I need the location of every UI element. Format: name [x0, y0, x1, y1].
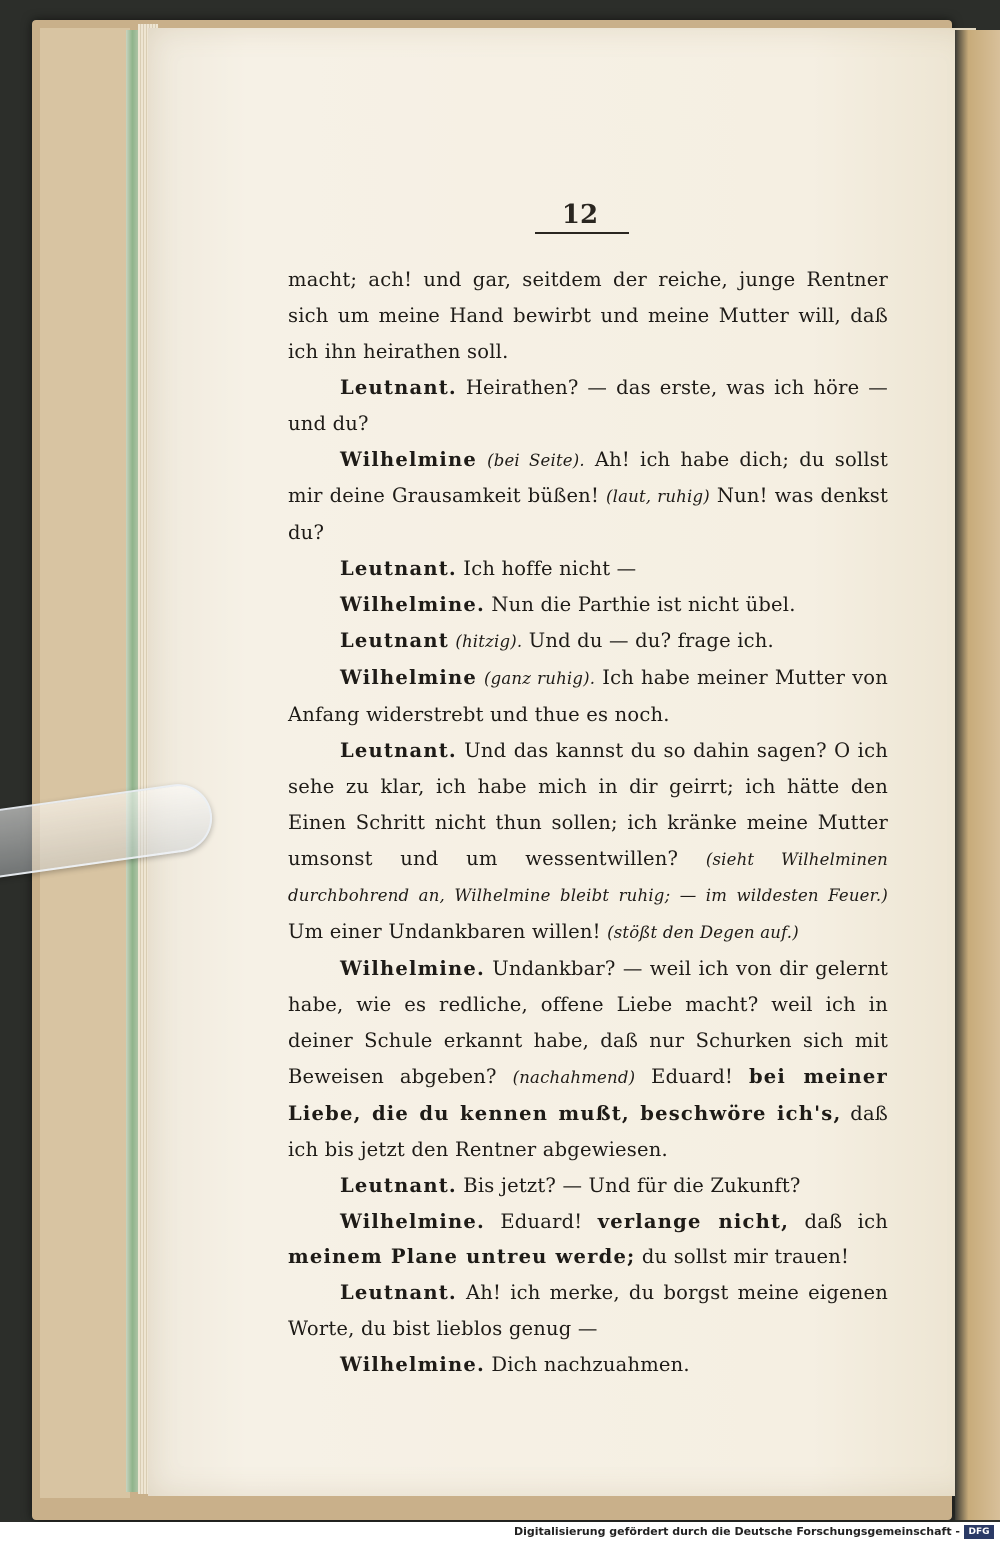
- paragraph: [288, 262, 888, 370]
- speaker-name: Leutnant: [340, 629, 449, 653]
- speaker-name: Wilhelmine: [340, 447, 477, 471]
- dialogue-text: Ich habe meiner Mutter von Anfang widerstrebt und thue es noch.: [288, 665, 888, 726]
- paragraph: [288, 1168, 888, 1204]
- dialogue-text: Ich hoffe nicht —: [456, 557, 637, 581]
- dfg-logo: DFG: [964, 1525, 994, 1539]
- dialogue-text: Nun! was denkst du?: [288, 484, 888, 545]
- dialogue-text: du sollst mir trauen!: [635, 1245, 850, 1269]
- stage-direction: (stößt den Degen auf.): [607, 923, 799, 943]
- dialogue-text: Heirathen? — das erste, was ich höre — und du?: [288, 375, 888, 435]
- dialogue-text: Und du — du? frage ich.: [522, 629, 774, 653]
- paragraph: [288, 660, 888, 733]
- speaker-name: Wilhelmine.: [340, 1209, 485, 1233]
- dialogue-text: Und das kannst du so dahin sagen? O ich sehe zu klar, ich habe mich in dir geirrt; ich hätte den Einen Schritt nicht thun sollen; ich kränke meine Mutter umsonst und um wessentwillen?: [288, 738, 888, 870]
- speaker-name: verlange nicht,: [597, 1209, 790, 1233]
- dialogue-text: Undankbar? — weil ich von dir gelernt habe, wie es redliche, offene Liebe macht? weil ich in deiner Schule erkannt habe, daß nur Schurken sich mit Beweisen abgeben?: [288, 957, 888, 1088]
- page-body-text: [288, 262, 888, 1383]
- speaker-name: bei meiner Liebe, die du kennen mußt, beschwöre ich's,: [288, 1064, 888, 1125]
- dialogue-text: Dich nachzuahmen.: [484, 1353, 690, 1377]
- dialogue-text: Ah! ich merke, du borgst meine eigenen Worte, du bist lieblos genug —: [288, 1281, 888, 1341]
- paragraph: [288, 587, 888, 623]
- dialogue-text: daß ich: [789, 1209, 888, 1233]
- footer-bar: [0, 1522, 1000, 1542]
- dialogue-text: Ah! ich habe dich; du sollst mir deine Grausamkeit büßen!: [288, 447, 888, 508]
- paragraph: [288, 551, 888, 587]
- dialogue-text: daß ich bis jetzt den Rentner abgewiesen.: [288, 1101, 888, 1161]
- paragraph: [288, 1204, 888, 1276]
- paragraph: [288, 1275, 888, 1347]
- dialogue-text: [477, 448, 487, 471]
- speaker-name: Wilhelmine: [340, 665, 477, 689]
- speaker-name: meinem Plane untreu werde;: [288, 1245, 636, 1269]
- speaker-name: Leutnant.: [340, 738, 457, 762]
- paragraph: [288, 623, 888, 660]
- page-number: 12: [561, 200, 599, 230]
- paragraph: [288, 733, 888, 951]
- speaker-name: Leutnant.: [340, 375, 457, 399]
- stage-direction: (bei Seite).: [487, 450, 585, 470]
- header-rule: [535, 232, 629, 234]
- speaker-name: Leutnant.: [340, 1281, 457, 1305]
- dialogue-text: Um einer Undankbaren willen!: [288, 920, 608, 944]
- speaker-name: Leutnant.: [340, 1173, 457, 1197]
- stage-direction: (laut, ruhig): [605, 487, 710, 507]
- speaker-name: Wilhelmine.: [340, 1353, 485, 1377]
- speaker-name: Leutnant.: [340, 557, 457, 581]
- paragraph: [288, 1347, 888, 1383]
- dialogue-text: macht; ach! und gar, seitdem der reiche, junge Rentner sich um meine Hand bewirbt und meine Mutter will, daß ich ihn heirathen soll.: [288, 268, 888, 363]
- paragraph: [288, 442, 888, 552]
- paragraph: [288, 951, 888, 1167]
- stage-direction: (nachahmend): [512, 1067, 636, 1087]
- back-page-left: [40, 28, 130, 1498]
- speaker-name: Wilhelmine.: [340, 593, 485, 617]
- paragraph: [288, 370, 888, 442]
- dialogue-text: Eduard!: [484, 1209, 598, 1233]
- dialogue-text: Eduard!: [635, 1064, 749, 1088]
- speaker-name: Wilhelmine.: [340, 957, 485, 981]
- stage-direction: (hitzig).: [455, 632, 523, 652]
- dialogue-text: Nun die Parthie ist nicht übel.: [484, 593, 796, 617]
- stage-direction: (sieht Wilhelminen durchbohrend an, Wilhelmine bleibt ruhig; — im wildesten Feuer.): [288, 849, 888, 906]
- dialogue-text: [477, 666, 484, 689]
- dialogue-text: Bis jetzt? — Und für die Zukunft?: [456, 1173, 801, 1197]
- next-page-strip: [955, 30, 1000, 1520]
- funding-credit: Digitalisierung gefördert durch die Deutsche Forschungsgemeinschaft -: [513, 1525, 960, 1538]
- stage-direction: (ganz ruhig).: [483, 668, 596, 688]
